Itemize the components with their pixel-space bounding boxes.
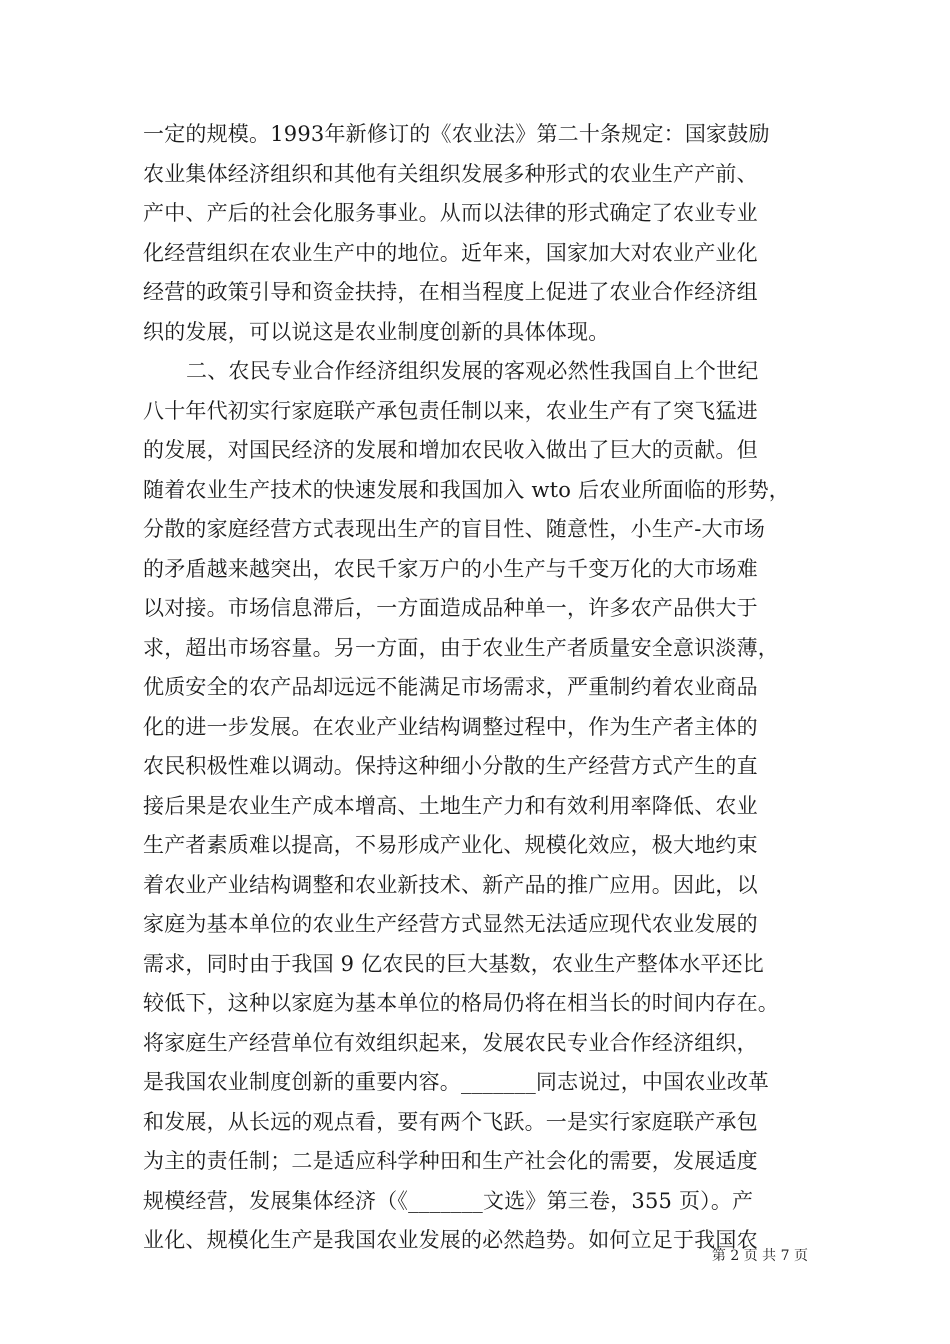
body-text (143, 115, 813, 1261)
text-line: 八十年代初实行家庭联产承包责任制以来，农业生产有了突飞猛进 (143, 398, 758, 423)
text-line: 是我国农业制度创新的重要内容。_______同志说过，中国农业改革 (143, 1070, 770, 1094)
text-line: 化经营组织在农业生产中的地位。近年来，国家加大对农业产业化 (143, 240, 758, 265)
text-line: 需求，同时由于我国 9 亿农民的巨大基数，农业生产整体水平还比 (143, 951, 764, 976)
text-line: 农民积极性难以调动。保持这种细小分散的生产经营方式产生的直 (143, 754, 758, 778)
text-line: 家庭为基本单位的农业生产经营方式显然无法适应现代农业发展的 (143, 912, 758, 936)
text-line: 农业集体经济组织和其他有关组织发展多种形式的农业生产产前、 (143, 161, 758, 186)
text-line: 业化、规模化生产是我国农业发展的必然趋势。如何立足于我国农 (143, 1228, 758, 1252)
text-line: 生产者素质难以提高，不易形成产业化、规模化效应，极大地约束 (143, 833, 758, 857)
text-line: 的矛盾越来越突出，农民千家万户的小生产与千变万化的大市场难 (143, 556, 758, 581)
text-line: 产中、产后的社会化服务事业。从而以法律的形式确定了农业专业 (143, 201, 758, 225)
text-line: 求，超出市场容量。另一方面，由于农业生产者质量安全意识淡薄， (143, 635, 779, 660)
text-line: 较低下，这种以家庭为基本单位的格局仍将在相当长的时间内存在。 (143, 991, 779, 1015)
page-number: 第 2 页 共 7 页 (711, 1248, 808, 1264)
text-line: 化的进一步发展。在农业产业结构调整过程中，作为生产者主体的 (143, 714, 758, 739)
text-line: 以对接。市场信息滞后，一方面造成品种单一，许多农产品供大于 (143, 596, 758, 620)
text-line: 随着农业生产技术的快速发展和我国加入 wto 后农业所面临的形势， (143, 477, 791, 502)
text-line: 分散的家庭经营方式表现出生产的盲目性、随意性，小生产-大市场 (143, 517, 766, 541)
text-line: 优质安全的农产品却远远不能满足市场需求，严重制约着农业商品 (143, 675, 758, 699)
text-line: 织的发展，可以说这是农业制度创新的具体体现。 (143, 319, 610, 344)
section-heading-line: 二、农民专业合作经济组织发展的客观必然性我国自上个世纪 (186, 359, 759, 383)
text-line: 接后果是农业生产成本增高、土地生产力和有效利用率降低、农业 (143, 793, 758, 818)
text-line: 的发展，对国民经济的发展和增加农民收入做出了巨大的贡献。但 (143, 438, 758, 462)
text-line: 经营的政策引导和资金扶持，在相当程度上促进了农业合作经济组 (143, 280, 758, 304)
text-line: 一定的规模。1993年新修订的《农业法》第二十条规定：国家鼓励 (143, 122, 770, 146)
text-line: 着农业产业结构调整和农业新技术、新产品的推广应用。因此，以 (143, 872, 758, 897)
text-line: 为主的责任制；二是适应科学种田和生产社会化的需要，发展适度 (143, 1149, 758, 1173)
text-line: 将家庭生产经营单位有效组织起来，发展农民专业合作经济组织， (143, 1030, 758, 1055)
text-line: 和发展，从长远的观点看，要有两个飞跃。一是实行家庭联产承包 (143, 1109, 758, 1134)
text-line: 规模经营，发展集体经济（《_______文选》第三卷，355 页）。产 (143, 1188, 754, 1213)
